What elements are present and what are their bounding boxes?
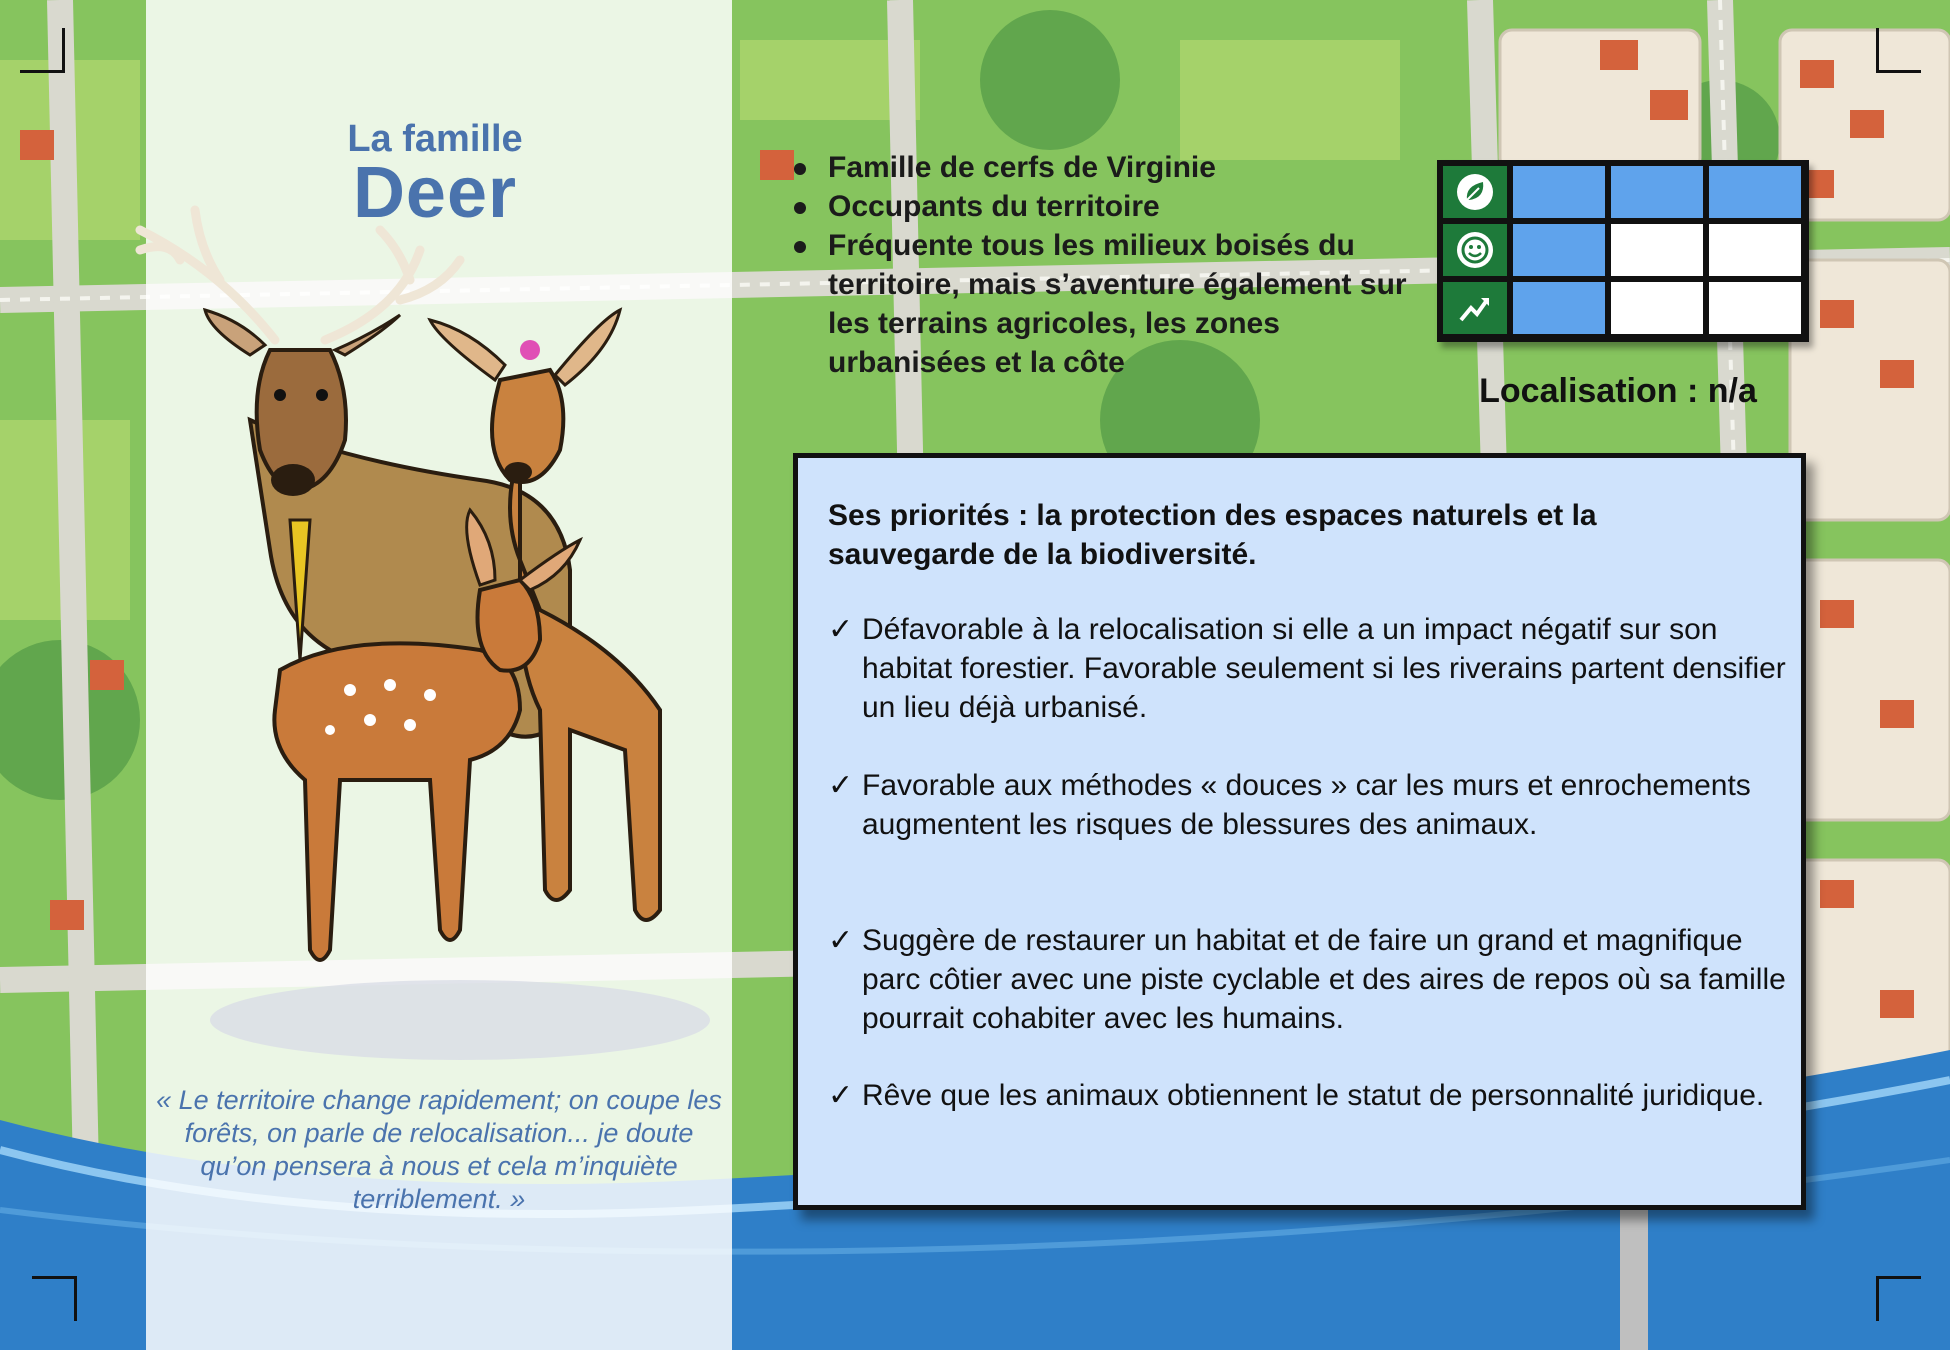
deer-family-illustration [100, 190, 790, 1070]
growth-arrow-icon [1443, 282, 1507, 334]
score-cell [1611, 166, 1703, 218]
priority-text: Favorable aux méthodes « douces » car les murs et enrochements augmentent les risques de blessures des animaux. [862, 769, 1751, 841]
score-grid [1437, 160, 1809, 342]
score-cell [1513, 224, 1605, 276]
priority-text: Rêve que les animaux obtiennent le statut de personnalité juridique. [862, 1079, 1765, 1112]
smiley-icon [1443, 224, 1507, 276]
family-prefix: La famille [347, 118, 523, 160]
score-row-environment [1443, 166, 1803, 218]
check-icon: ✓ [828, 924, 854, 957]
corner-mark [1876, 1276, 1921, 1321]
fact-item: Famille de cerfs de Virginie [786, 148, 1426, 187]
fact-item: Fréquente tous les milieux boisés du territoire, mais s’aventure également sur les terrains agricoles, les zones urbanisées et la côte [786, 226, 1426, 382]
check-icon: ✓ [828, 613, 854, 646]
priority-item [828, 921, 1788, 1038]
score-cell [1513, 282, 1605, 334]
character-quote: « Le territoire change rapidement; on coupe les forêts, on parle de relocalisation... je doute qu’on pensera à nous et cela m’inquiète terriblement. » [156, 1085, 722, 1214]
score-cell [1611, 224, 1703, 276]
check-icon: ✓ [828, 1079, 854, 1112]
score-cell [1709, 282, 1801, 334]
check-icon: ✓ [828, 769, 854, 802]
corner-mark [20, 28, 65, 73]
family-name: Deer [352, 153, 518, 233]
priorities-title: Ses priorités : la protection des espaces naturels et la sauvegarde de la biodiversité. [828, 499, 1597, 571]
priorities-box [793, 453, 1806, 1210]
priority-text: Défavorable à la relocalisation si elle a un impact négatif sur son habitat forestier. Favorable seulement si les riverains partent densifier un lieu déjà urbanisé. [862, 613, 1786, 724]
priority-item [828, 1076, 1788, 1115]
score-row-wellbeing [1443, 224, 1803, 276]
corner-mark [1876, 28, 1921, 73]
score-row-economy [1443, 282, 1803, 334]
character-facts [786, 148, 1426, 382]
score-cell [1709, 166, 1801, 218]
leaf-icon [1443, 166, 1507, 218]
score-cell [1611, 282, 1703, 334]
priority-text: Suggère de restaurer un habitat et de faire un grand et magnifique parc côtier avec une piste cyclable et des aires de repos où sa famille pourrait cohabiter avec les humains. [862, 924, 1786, 1035]
corner-mark [32, 1276, 77, 1321]
priority-item [828, 610, 1788, 727]
score-cell [1513, 166, 1605, 218]
localisation-label: Localisation : n/a [1479, 372, 1757, 410]
fact-item: Occupants du territoire [786, 187, 1426, 226]
priority-item [828, 766, 1788, 844]
score-cell [1709, 224, 1801, 276]
